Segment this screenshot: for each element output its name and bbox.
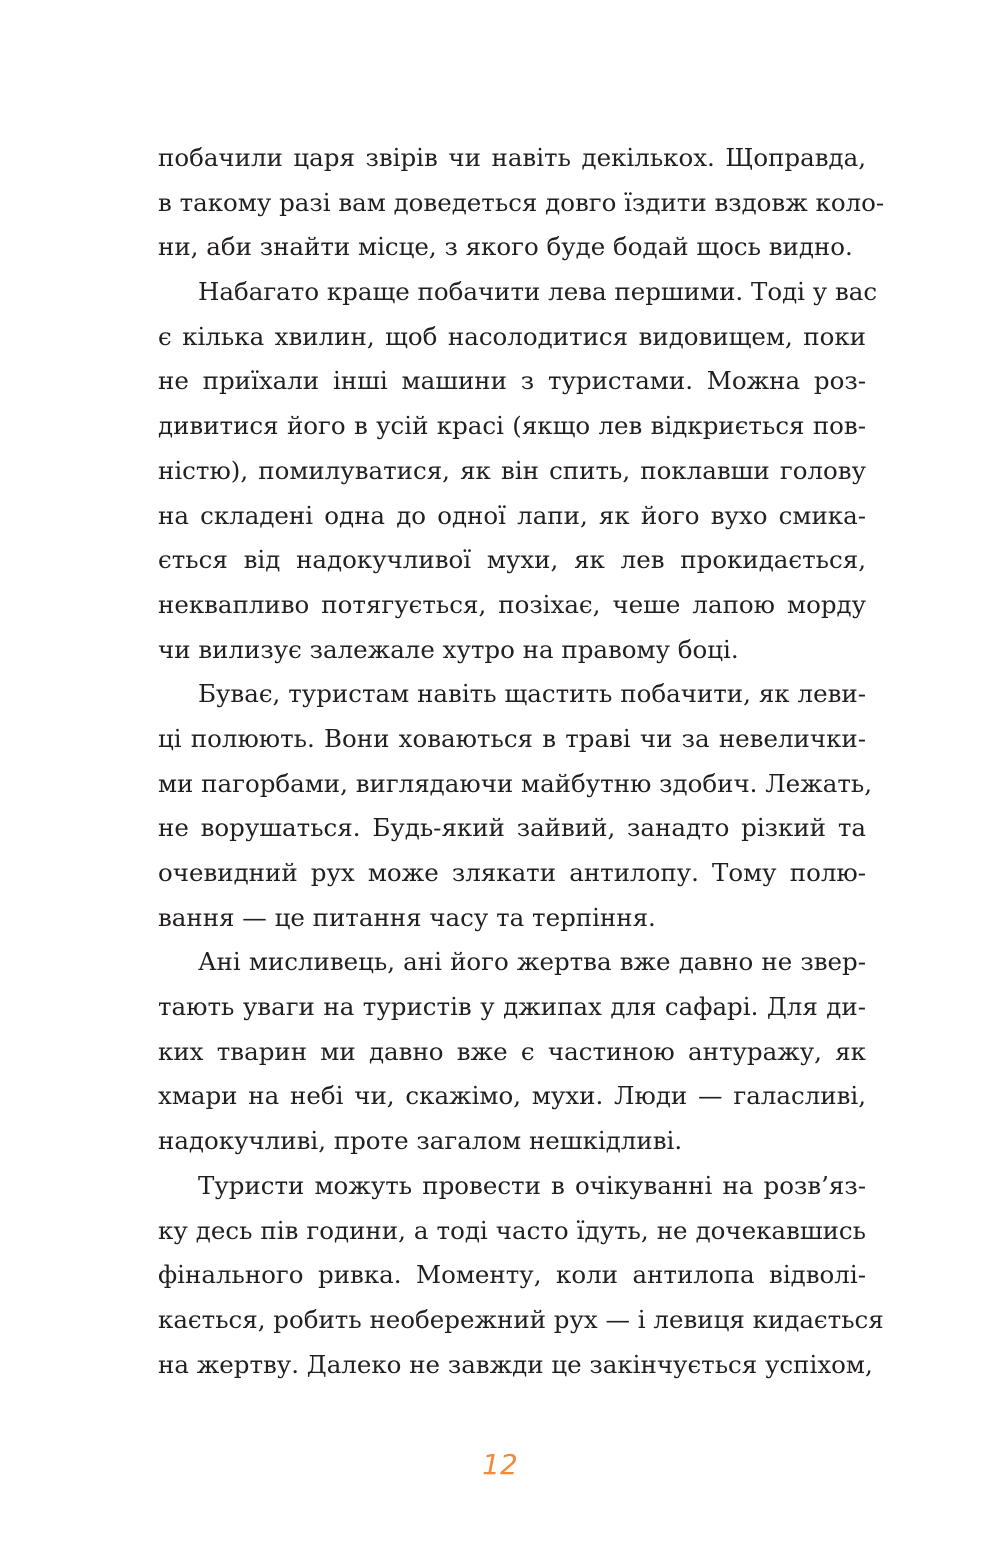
- text-line: надокучливі, проте загалом нешкідливі.: [158, 1126, 683, 1156]
- text-line: в такому разі вам доведеться довго їздити вздовж коло-: [158, 187, 885, 217]
- text-line: кається, робить необережний рух — і левиця кидається: [158, 1304, 884, 1334]
- page-number: 12: [482, 1448, 518, 1481]
- paragraph: [158, 270, 878, 672]
- text-line: фінального ривка. Моменту, коли антилопа відволі-: [158, 1260, 866, 1290]
- text-line: є кілька хвилин, щоб насолодитися видовищем, поки: [158, 321, 866, 351]
- text-line: неквапливо потягується, позіхає, чеше лапою морду: [158, 589, 866, 619]
- text-line: на жертву. Далеко не завжди це закінчується успіхом,: [158, 1349, 873, 1379]
- text-line: Набагато краще побачити лева першими. Тоді у вас: [198, 277, 878, 307]
- text-line: ких тварин ми давно вже є частиною антуражу, як: [158, 1036, 866, 1066]
- text-line: ни, аби знайти місце, з якого буде бодай щось видно.: [158, 232, 853, 262]
- text-line: Буває, туристам навіть щастить побачити, як леви-: [198, 679, 866, 709]
- text-line: очевидний рух може злякати антилопу. Тому полю-: [158, 858, 866, 887]
- text-line: побачили царя звірів чи навіть декількох. Щоправда,: [158, 143, 866, 172]
- paragraph: [158, 940, 866, 1163]
- text-line: Туристи можуть провести в очікуванні на розв’яз-: [198, 1170, 866, 1200]
- text-line: ці полюють. Вони ховаються в траві чи за невелички-: [158, 723, 866, 753]
- text-line: ку десь пів години, а тоді часто їдуть, не дочекавшись: [158, 1215, 866, 1245]
- paragraph: [158, 1164, 884, 1387]
- text-line: ється від надокучливої мухи, як лев прокидається,: [158, 545, 866, 575]
- text-line: вання — це питання часу та терпіння.: [158, 902, 656, 932]
- body-text: [158, 136, 885, 1387]
- text-line: не приїхали інші машини з туристами. Можна роз-: [158, 366, 866, 396]
- text-line: тають уваги на туристів у джипах для сафарі. Для ди-: [158, 992, 866, 1022]
- text-line: Ані мисливець, ані його жертва вже давно не звер-: [198, 947, 866, 977]
- text-line: ністю), помилуватися, як він спить, поклавши голову: [158, 455, 866, 485]
- text-line: на складені одна до одної лапи, як його вухо смика-: [158, 500, 866, 530]
- text-line: дивитися його в усій красі (якщо лев відкриється пов-: [158, 411, 866, 441]
- text-line: хмари на небі чи, скажімо, мухи. Люди — галасливі,: [158, 1081, 866, 1111]
- paragraph: [158, 672, 872, 940]
- text-line: чи вилизує залежале хутро на правому боці.: [158, 634, 739, 664]
- text-line: ми пагорбами, виглядаючи майбутню здобич. Лежать,: [158, 768, 872, 798]
- text-line: не ворушаться. Будь-який зайвий, занадто різкий та: [158, 813, 866, 843]
- paragraph: [158, 136, 885, 270]
